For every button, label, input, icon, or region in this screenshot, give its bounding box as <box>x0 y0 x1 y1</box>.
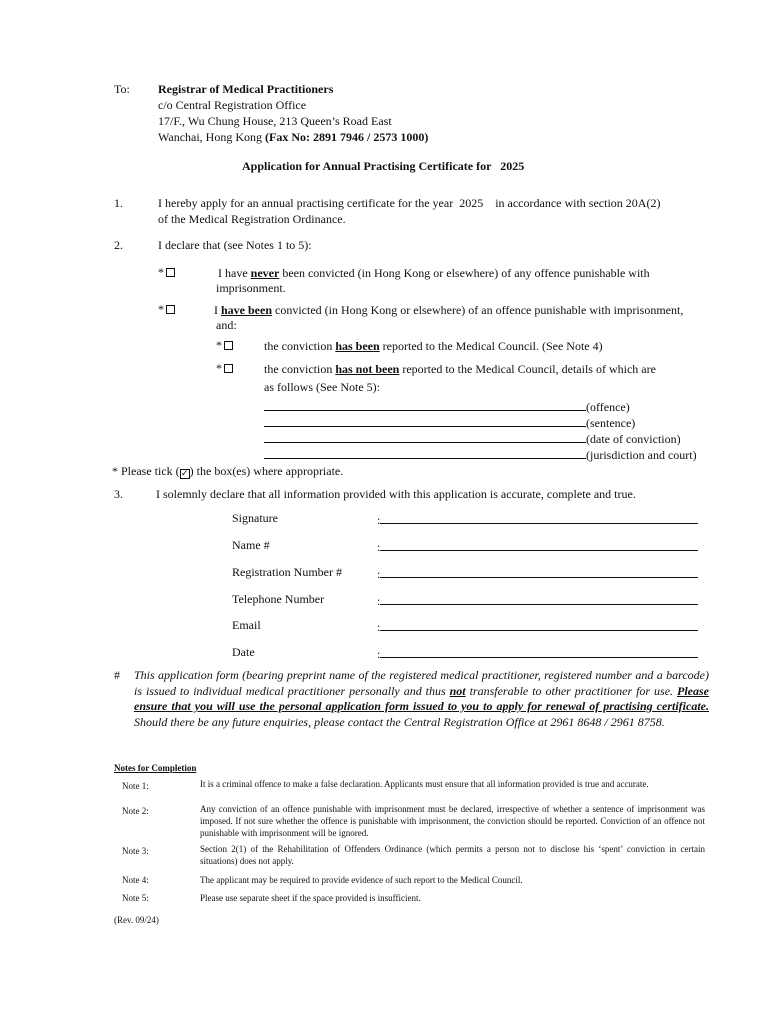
offence-blank[interactable] <box>264 398 586 411</box>
been-pre: I <box>214 303 221 317</box>
field-name[interactable] <box>377 538 698 555</box>
colon: : <box>377 513 381 527</box>
item-1-number: 1. <box>114 196 123 210</box>
colon: : <box>377 594 381 608</box>
sentence-blank[interactable] <box>264 414 586 427</box>
note-4-text: The applicant may be required to provide evidence of such report to the Medical Council. <box>200 875 523 885</box>
note-3-label: Note 3: <box>122 846 149 856</box>
not-reported-checkbox[interactable] <box>224 364 233 373</box>
been-star: * <box>158 302 164 316</box>
hash-part-3: Should there be any future enquiries, please contact the Central Registration Office at 2961 8648 / 2961 8758. <box>134 714 665 729</box>
note-1-text: It is a criminal offence to make a false declaration. Applicants must ensure that all information provided is true and accurate. <box>200 779 649 789</box>
reported-post: reported to the Medical Council. (See Note 4) <box>379 339 603 353</box>
hash-emphasis: Please ensure that you will use the personal application form issued to you to apply for renewal of practising certificate. <box>134 683 709 713</box>
detail-line-date[interactable] <box>264 430 681 447</box>
hash-not: not <box>449 683 466 698</box>
hash-mark: # <box>114 668 120 682</box>
date-input[interactable] <box>380 645 698 658</box>
detail-line-sentence[interactable] <box>264 414 635 431</box>
field-telephone[interactable] <box>377 592 698 609</box>
name-input[interactable] <box>380 538 698 551</box>
offence-label: (offence) <box>586 400 630 414</box>
tick-instruction <box>112 464 343 479</box>
reported-star: * <box>216 338 222 352</box>
signature-input[interactable] <box>380 511 698 524</box>
address-line-3 <box>158 130 428 145</box>
item-2-number: 2. <box>114 238 123 252</box>
address-line-1: c/o Central Registration Office <box>158 98 307 112</box>
registration-input[interactable] <box>380 565 698 578</box>
notes-heading: Notes for Completion <box>114 763 197 773</box>
never-key: never <box>250 266 280 280</box>
not-reported-line-2: as follows (See Note 5): <box>264 380 380 394</box>
never-option-line-1 <box>218 266 650 281</box>
note-1-label: Note 1: <box>122 781 149 791</box>
detail-line-jurisdiction[interactable] <box>264 446 697 463</box>
field-date-label: Date <box>232 645 255 659</box>
not-reported-post: reported to the Medical Council, details of which are <box>399 362 656 376</box>
item-1-line-1: I hereby apply for an annual practising certificate for the year 2025 in accordance with section 20A(2) <box>158 196 661 210</box>
note-4-label: Note 4: <box>122 875 149 885</box>
reported-marker <box>216 338 233 353</box>
field-registration-label: Registration Number # <box>232 565 342 579</box>
note-2-text: Any conviction of an offence punishable with imprisonment must be declared, irrespective of whether a sentence of imprisonment was imposed. If not sure whether the offence is punishable with imprisonment, the conviction should be reported. Conviction of an offence not punishable with imprisonment will be ignored. <box>200 804 705 838</box>
tick-pre: * Please tick ( <box>112 464 180 478</box>
not-reported-key: has not been <box>335 362 400 376</box>
reported-pre: the conviction <box>264 339 336 353</box>
field-telephone-label: Telephone Number <box>232 592 325 606</box>
field-name-label: Name # <box>232 538 270 552</box>
been-post: convicted (in Hong Kong or elsewhere) of an offence punishable with imprisonment, <box>272 303 684 317</box>
not-reported-line-1 <box>264 362 656 377</box>
field-date[interactable] <box>377 645 698 662</box>
field-email[interactable] <box>377 618 698 635</box>
detail-line-offence[interactable] <box>264 398 630 415</box>
addressee: Registrar of Medical Practitioners <box>158 82 334 96</box>
to-label: To: <box>114 82 130 96</box>
never-pre: I have <box>218 266 251 280</box>
address-line-2: 17/F., Wu Chung House, 213 Queen’s Road East <box>158 114 392 128</box>
sentence-label: (sentence) <box>586 416 636 430</box>
date-blank[interactable] <box>264 430 586 443</box>
form-title: Application for Annual Practising Certificate for 2025 <box>242 159 525 173</box>
been-option-line-1 <box>214 303 683 318</box>
email-input[interactable] <box>380 618 698 631</box>
never-option-line-2: imprisonment. <box>216 281 286 295</box>
jurisdiction-label: (jurisdiction and court) <box>586 448 697 462</box>
hash-part-2: transferable to other practitioner for use. <box>465 683 677 698</box>
hash-part-1: This application form (bearing preprint name of the registered medical practitioner, registered number and a barcode) is issued to individual medical practitioner personally and thus <box>134 668 709 698</box>
telephone-input[interactable] <box>380 592 698 605</box>
hash-note-paragraph <box>134 668 709 730</box>
never-star: * <box>158 265 164 279</box>
note-5-label: Note 5: <box>122 893 149 903</box>
field-signature[interactable] <box>377 511 698 528</box>
not-reported-pre: the conviction <box>264 362 336 376</box>
been-key: have been <box>221 303 272 317</box>
revision-label: (Rev. 09/24) <box>114 915 159 925</box>
item-3-number: 3. <box>114 487 123 501</box>
been-option-marker <box>158 302 175 317</box>
reported-checkbox[interactable] <box>224 341 233 350</box>
note-5-text: Please use separate sheet if the space provided is insufficient. <box>200 893 421 903</box>
field-signature-label: Signature <box>232 511 278 525</box>
item-1-line-2: of the Medical Registration Ordinance. <box>158 212 346 226</box>
field-email-label: Email <box>232 618 261 632</box>
not-reported-star: * <box>216 361 222 375</box>
not-reported-marker <box>216 361 233 376</box>
never-post: been convicted (in Hong Kong or elsewhere) of any offence punishable with <box>279 266 650 280</box>
been-option-line-2: and: <box>216 318 237 332</box>
colon: : <box>377 540 381 554</box>
address-city: Wanchai, Hong Kong <box>158 130 266 144</box>
fax-number: (Fax No: 2891 7946 / 2573 1000) <box>265 130 429 144</box>
ticked-box-icon: ✓ <box>180 469 189 479</box>
field-registration[interactable] <box>377 565 698 582</box>
date-label: (date of conviction) <box>586 432 681 446</box>
jurisdiction-blank[interactable] <box>264 446 586 459</box>
note-2-label: Note 2: <box>122 806 149 816</box>
never-option-marker <box>158 265 175 280</box>
reported-text <box>264 339 603 354</box>
colon: : <box>377 567 381 581</box>
been-checkbox[interactable] <box>166 305 175 314</box>
item-2-intro: I declare that (see Notes 1 to 5): <box>158 238 312 252</box>
colon: : <box>377 647 381 661</box>
colon: : <box>377 620 381 634</box>
reported-key: has been <box>335 339 380 353</box>
never-checkbox[interactable] <box>166 268 175 277</box>
note-3-text: Section 2(1) of the Rehabilitation of Offenders Ordinance (which permits a person not to disclose his ‘spent’ conviction in certain situations) does not apply. <box>200 844 705 866</box>
item-3-text: I solemnly declare that all information provided with this application is accurate, complete and true. <box>156 487 636 501</box>
tick-post: ) the box(es) where appropriate. <box>189 464 344 478</box>
